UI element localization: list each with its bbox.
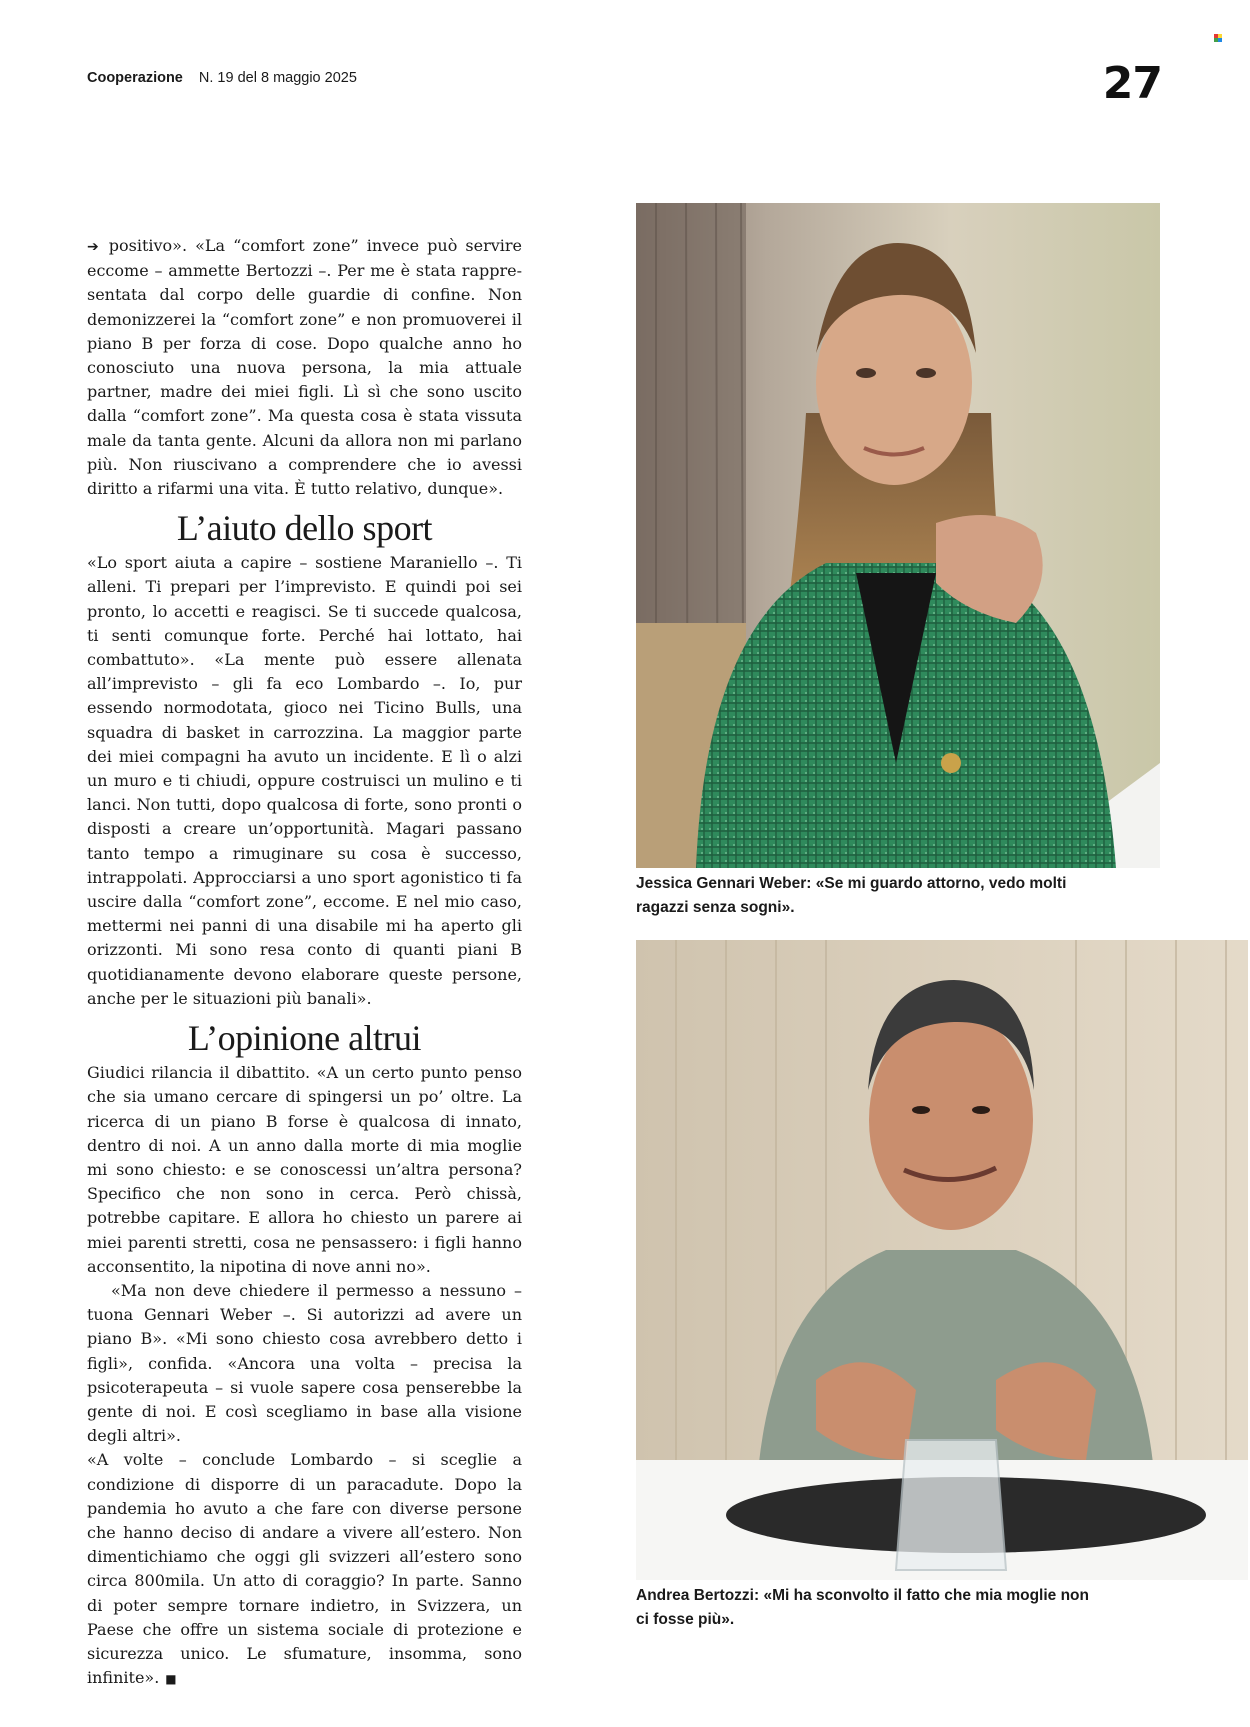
arrow-right-icon: ➔ [87, 239, 99, 255]
black-square-icon: ■ [165, 1672, 177, 1687]
section-2-paragraph-1: Giudici rilancia il dibattito. «A un certo punto penso che sia umano cercare di spingersi un po’ oltre. La ricerca di un piano B forse è qualcosa di innato, dentro di noi. A un anno dalla morte di mia moglie mi sono chiesto: e se conoscessi un’altra persona? Specifico che non sono in cerca. Però chissà, potrebbe capitare. E allora ho chiesto un parere ai miei parenti stretti, cosa ne pensassero: i figli hanno acconsentito, la nipotina di nove anni no». [87, 1063, 522, 1276]
section-heading-opinione: L’opinione altrui [187, 1018, 422, 1059]
section-heading-sport: L’aiuto dello sport [176, 508, 433, 549]
color-registration-mark [1214, 34, 1222, 42]
photo-andrea-bertozzi [636, 940, 1248, 1580]
photo-jessica-gennari-weber [636, 203, 1160, 868]
publication-name: Cooperazione [87, 70, 183, 86]
section-1-paragraph: «Lo sport aiuta a capire – sostiene Maraniello –. Ti alleni. Ti prepari per l’imprevisto. E quindi poi sei pronto, lo accetti e reagisci. Se ti succede qualcosa, ti senti comunque forte. Perché hai lottato, hai combattuto». «La mente può essere allenata all’imprevisto – gli fa eco Lombardo –. Io, pur essendo normodotata, gioco nei Ticino Bulls, una squadra di basket in carrozzina. La maggior parte dei miei compagni ha avuto un incidente. E lì o alzi un muro e ti chiudi, oppure costruisci un mulino e ti lanci. Non tutti, dopo qualcosa di forte, sono pronti o disposti a creare un’opportunità. Magari passano tanto tempo a rimuginare su cosa è successo, intrappolati. Approcciarsi a uno sport agonistico ti fa uscire dalla “comfort zone”, eccome. E nel mio caso, mettermi nei panni di una disabile mi ha aperto gli orizzonti. Mi sono resa conto di quanti piani B quotidianamente devono elaborare queste persone, anche per le situazioni più banali». [87, 553, 522, 1008]
intro-paragraph: ➔ positivo». «La “comfort zone” invece può servire eccome – ammette Bertozzi –. Per me è stata rappresentata dal corpo delle guardie di confine. Non demonizzerei la “comfort zone” e non promuoverei il piano B per forza di cose. Dopo qualche anno ho conosciuto una nuova persona, la mia attuale partner, madre dei miei figli. Lì sì che sono uscito dalla “comfort zone”. Ma questa cosa è stata vissuta male da tanta gente. Alcuni da allora non mi parlano più. Non riuscivano a comprendere che io avessi diritto a rifarmi una vita. È tutto relativo, dunque». [87, 236, 522, 499]
section-2-paragraph-3: «A volte – conclude Lombardo – si sceglie a condizione di disporre di un paracadute. Dopo la pandemia ho avuto a che fare con diverse persone che hanno deciso di andare a vivere all’estero. Non dimentichiamo che oggi gli svizzeri all’estero sono circa 800mila. Un atto di coraggio? In parte. Sanno di poter sempre tornare indietro, in Svizzera, un Paese che offre un sistema sociale di protezione e sicurezza unico. Le sfumature, insomma, sono infinite». ■ [87, 1450, 522, 1688]
page-header [87, 70, 357, 86]
page-number: 27 [1102, 58, 1162, 109]
photo-caption-2: Andrea Bertozzi: «Mi ha sconvolto il fatto che mia moglie non ci fosse più». [636, 1587, 1089, 1628]
photo-caption-1: Jessica Gennari Weber: «Se mi guardo attorno, vedo molti ragazzi senza sogni». [636, 875, 1067, 916]
article-body [87, 234, 522, 1691]
section-2-paragraph-2: «Ma non deve chiedere il permesso a nessuno – tuona Gennari Weber –. Si autorizzi ad avere un piano B». «Mi sono chiesto cosa avrebbero detto i figli», confida. «Ancora una volta – precisa la psicoterapeuta – si vuole sapere cosa penserebbe la gente di noi. E così scegliamo in base alla visione degli altri». [87, 1280, 522, 1446]
issue-info: N. 19 del 8 maggio 2025 [198, 70, 357, 86]
